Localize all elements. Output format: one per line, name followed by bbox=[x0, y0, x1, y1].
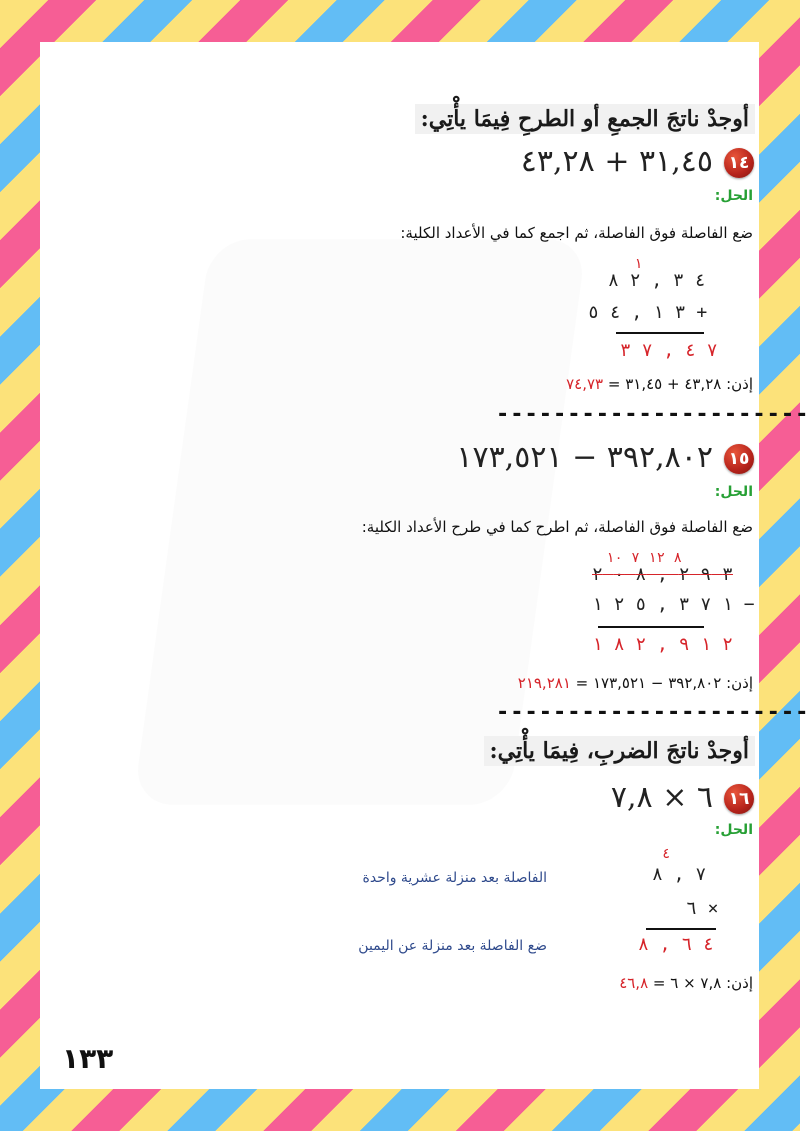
section-heading-multiply: أوجدْ ناتجَ الضربِ، فِيمَا يأْتِي: bbox=[484, 736, 756, 766]
problem-15-expression: ٣٩٢,٨٠٢ − ١٧٣,٥٢١ bbox=[456, 440, 713, 475]
minuend-value: ٣ ٩ ٢ , ٨ ٠ ٢ bbox=[592, 564, 733, 585]
problem-14-expression: ٣١,٤٥ + ٤٣,٢٨ bbox=[520, 144, 713, 179]
minuend-row bbox=[592, 564, 733, 585]
separator-1: ---------------------- bbox=[496, 402, 809, 427]
note-place-decimal: ضع الفاصلة بعد منزلة عن اليمين bbox=[358, 938, 547, 954]
separator-2: ---------------------- bbox=[496, 700, 809, 725]
solution-label-15: الحل: bbox=[714, 484, 753, 500]
conclusion-15-text: إذن: ٣٩٢,٨٠٢ − ١٧٣,٥٢١ = bbox=[570, 674, 753, 692]
page-sheet bbox=[40, 42, 809, 1089]
borrow-digits-15: ٨ ١٢ ٧ ١٠ bbox=[606, 550, 682, 566]
note-decimal-place: الفاصلة بعد منزلة عشرية واحدة bbox=[362, 870, 547, 886]
product-rule-line bbox=[646, 928, 716, 930]
sum-result-14: ٧ ٤ , ٧ ٣ bbox=[620, 340, 718, 361]
answer-16: ٤٦,٨ bbox=[619, 974, 649, 992]
problem-16-expression: ٦ × ٧,٨ bbox=[610, 780, 713, 815]
difference-result-15: ٢ ١ ٩ , ٢ ٨ ١ bbox=[592, 634, 733, 655]
instruction-15: ضع الفاصلة فوق الفاصلة، ثم اطرح كما في طرح الأعداد الكلية: bbox=[361, 518, 753, 536]
carry-digit-16: ٤ bbox=[662, 846, 671, 862]
subtrahend-row: ١ ٧ ٣ , ٥ ٢ ١ − bbox=[592, 594, 755, 615]
instruction-14: ضع الفاصلة فوق الفاصلة، ثم اجمع كما في الأعداد الكلية: bbox=[400, 224, 753, 242]
conclusion-16-text: إذن: ٧,٨ × ٦ = bbox=[648, 974, 753, 992]
conclusion-14-text: إذن: ٤٣,٢٨ + ٣١,٤٥ = bbox=[603, 375, 753, 393]
product-result-16: ٤ ٦ , ٨ bbox=[638, 934, 714, 955]
multiplicand-row: ٧ , ٨ bbox=[652, 864, 707, 885]
conclusion-15 bbox=[518, 674, 753, 692]
solution-label-16: الحل: bbox=[714, 822, 753, 838]
problem-badge-14: ١٤ bbox=[724, 148, 754, 178]
problem-badge-16: ١٦ bbox=[724, 784, 754, 814]
answer-14: ٧٤,٧٣ bbox=[566, 375, 604, 393]
multiplier-row: ٦ × bbox=[686, 898, 719, 919]
answer-15: ٢١٩,٢٨١ bbox=[517, 674, 571, 692]
addend-row-1: ٤ ٣ , ٢ ٨ bbox=[608, 270, 706, 291]
conclusion-16 bbox=[619, 974, 753, 992]
solution-label-14: الحل: bbox=[714, 188, 753, 204]
page-number: ١٣٣ bbox=[62, 1042, 114, 1075]
sum-rule-line bbox=[616, 332, 704, 334]
addend-row-2: ٣ ١ , ٤ ٥ + bbox=[588, 302, 708, 323]
difference-rule-line bbox=[598, 626, 704, 628]
problem-badge-15: ١٥ bbox=[724, 444, 754, 474]
section-heading-add-subtract: أوجدْ ناتجَ الجمعِ أو الطرحِ فِيمَا يأْتِي: bbox=[415, 104, 755, 134]
carry-digit-14: ١ bbox=[634, 256, 643, 272]
conclusion-14 bbox=[566, 375, 753, 393]
